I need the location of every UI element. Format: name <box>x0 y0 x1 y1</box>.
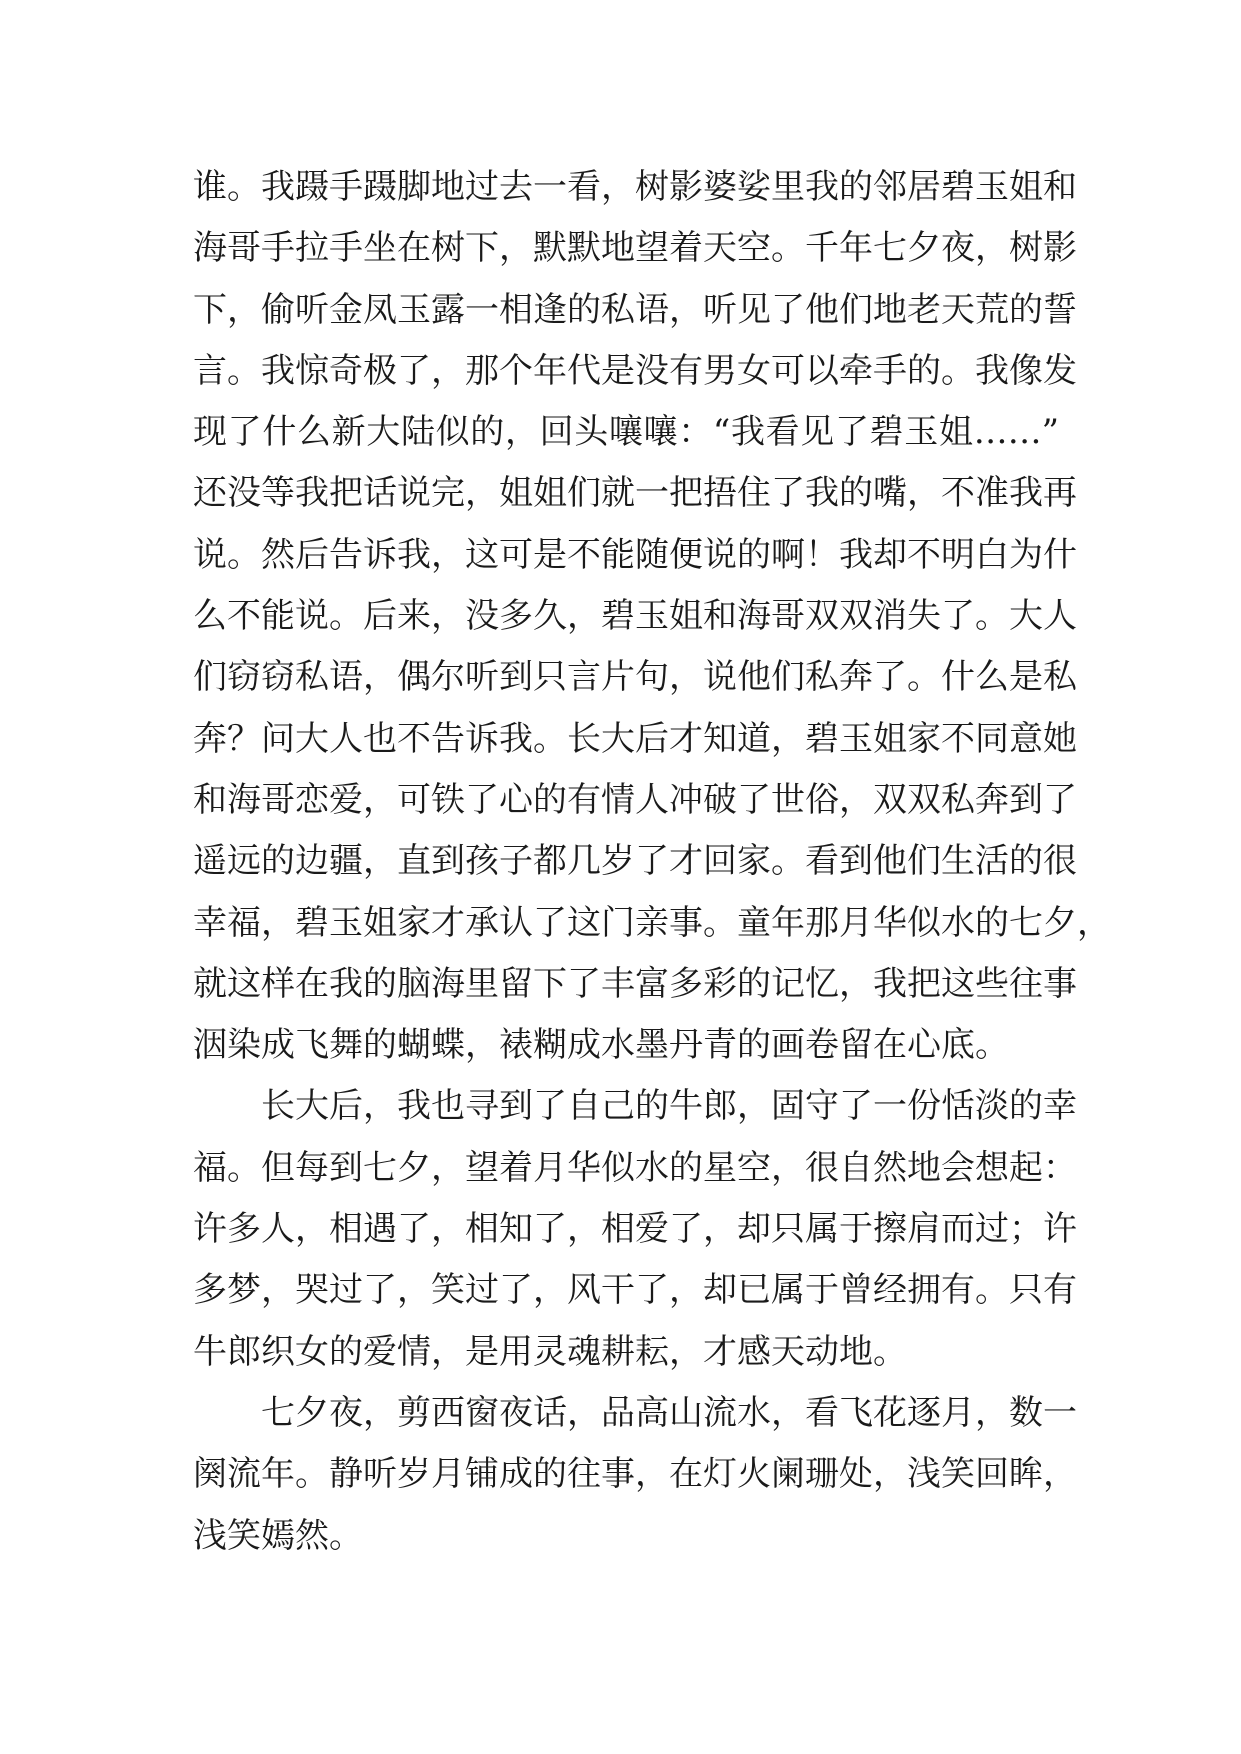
text-line: 么不能说。后来，没多久，碧玉姐和海哥双双消失了。大人 <box>193 596 1077 637</box>
text-line: 下，偷听金凤玉露一相逢的私语，听见了他们地老天荒的誓 <box>193 289 1077 330</box>
text-line: 洇染成飞舞的蝴蝶，裱糊成水墨丹青的画卷留在心底。 <box>193 1025 1009 1066</box>
text-line: 谁。我蹑手蹑脚地过去一看，树影婆娑里我的邻居碧玉姐和 <box>193 167 1077 207</box>
text-line: 阕流年。静听岁月铺成的往事，在灯火阑珊处，浅笑回眸， <box>193 1454 1077 1495</box>
text-line: 长大后，我也寻到了自己的牛郎，固守了一份恬淡的幸 <box>261 1086 1077 1127</box>
text-line: 海哥手拉手坐在树下，默默地望着天空。千年七夕夜，树影 <box>193 228 1077 269</box>
text-line: 们窃窃私语，偶尔听到只言片句，说他们私奔了。什么是私 <box>193 657 1077 698</box>
text-line: 幸福，碧玉姐家才承认了这门亲事。童年那月华似水的七夕， <box>193 902 1111 943</box>
text-line: 现了什么新大陆似的，回头嚷嚷：“我看见了碧玉姐……” <box>193 412 1059 453</box>
body-text <box>193 157 1111 1567</box>
text-line: 还没等我把话说完，姐姐们就一把捂住了我的嘴，不准我再 <box>193 473 1077 514</box>
text-line: 说。然后告诉我，这可是不能随便说的啊！我却不明白为什 <box>193 534 1077 575</box>
text-line: 牛郎织女的爱情，是用灵魂耕耘，才感天动地。 <box>193 1331 907 1372</box>
text-line: 就这样在我的脑海里留下了丰富多彩的记忆，我把这些往事 <box>193 963 1077 1004</box>
text-line: 奔？问大人也不告诉我。长大后才知道，碧玉姐家不同意她 <box>193 718 1077 759</box>
text-line: 言。我惊奇极了，那个年代是没有男女可以牵手的。我像发 <box>193 350 1077 391</box>
text-line: 遥远的边疆，直到孩子都几岁了才回家。看到他们生活的很 <box>193 841 1077 882</box>
text-line: 福。但每到七夕，望着月华似水的星空，很自然地会想起： <box>193 1147 1077 1188</box>
text-line: 浅笑嫣然。 <box>193 1515 363 1556</box>
text-line: 和海哥恋爱，可铁了心的有情人冲破了世俗，双双私奔到了 <box>193 779 1077 820</box>
text-line: 七夕夜，剪西窗夜话，品高山流水，看飞花逐月，数一 <box>261 1392 1077 1433</box>
text-line: 多梦，哭过了，笑过了，风干了，却已属于曾经拥有。只有 <box>193 1270 1077 1311</box>
text-line: 许多人，相遇了，相知了，相爱了，却只属于擦肩而过；许 <box>193 1209 1077 1250</box>
